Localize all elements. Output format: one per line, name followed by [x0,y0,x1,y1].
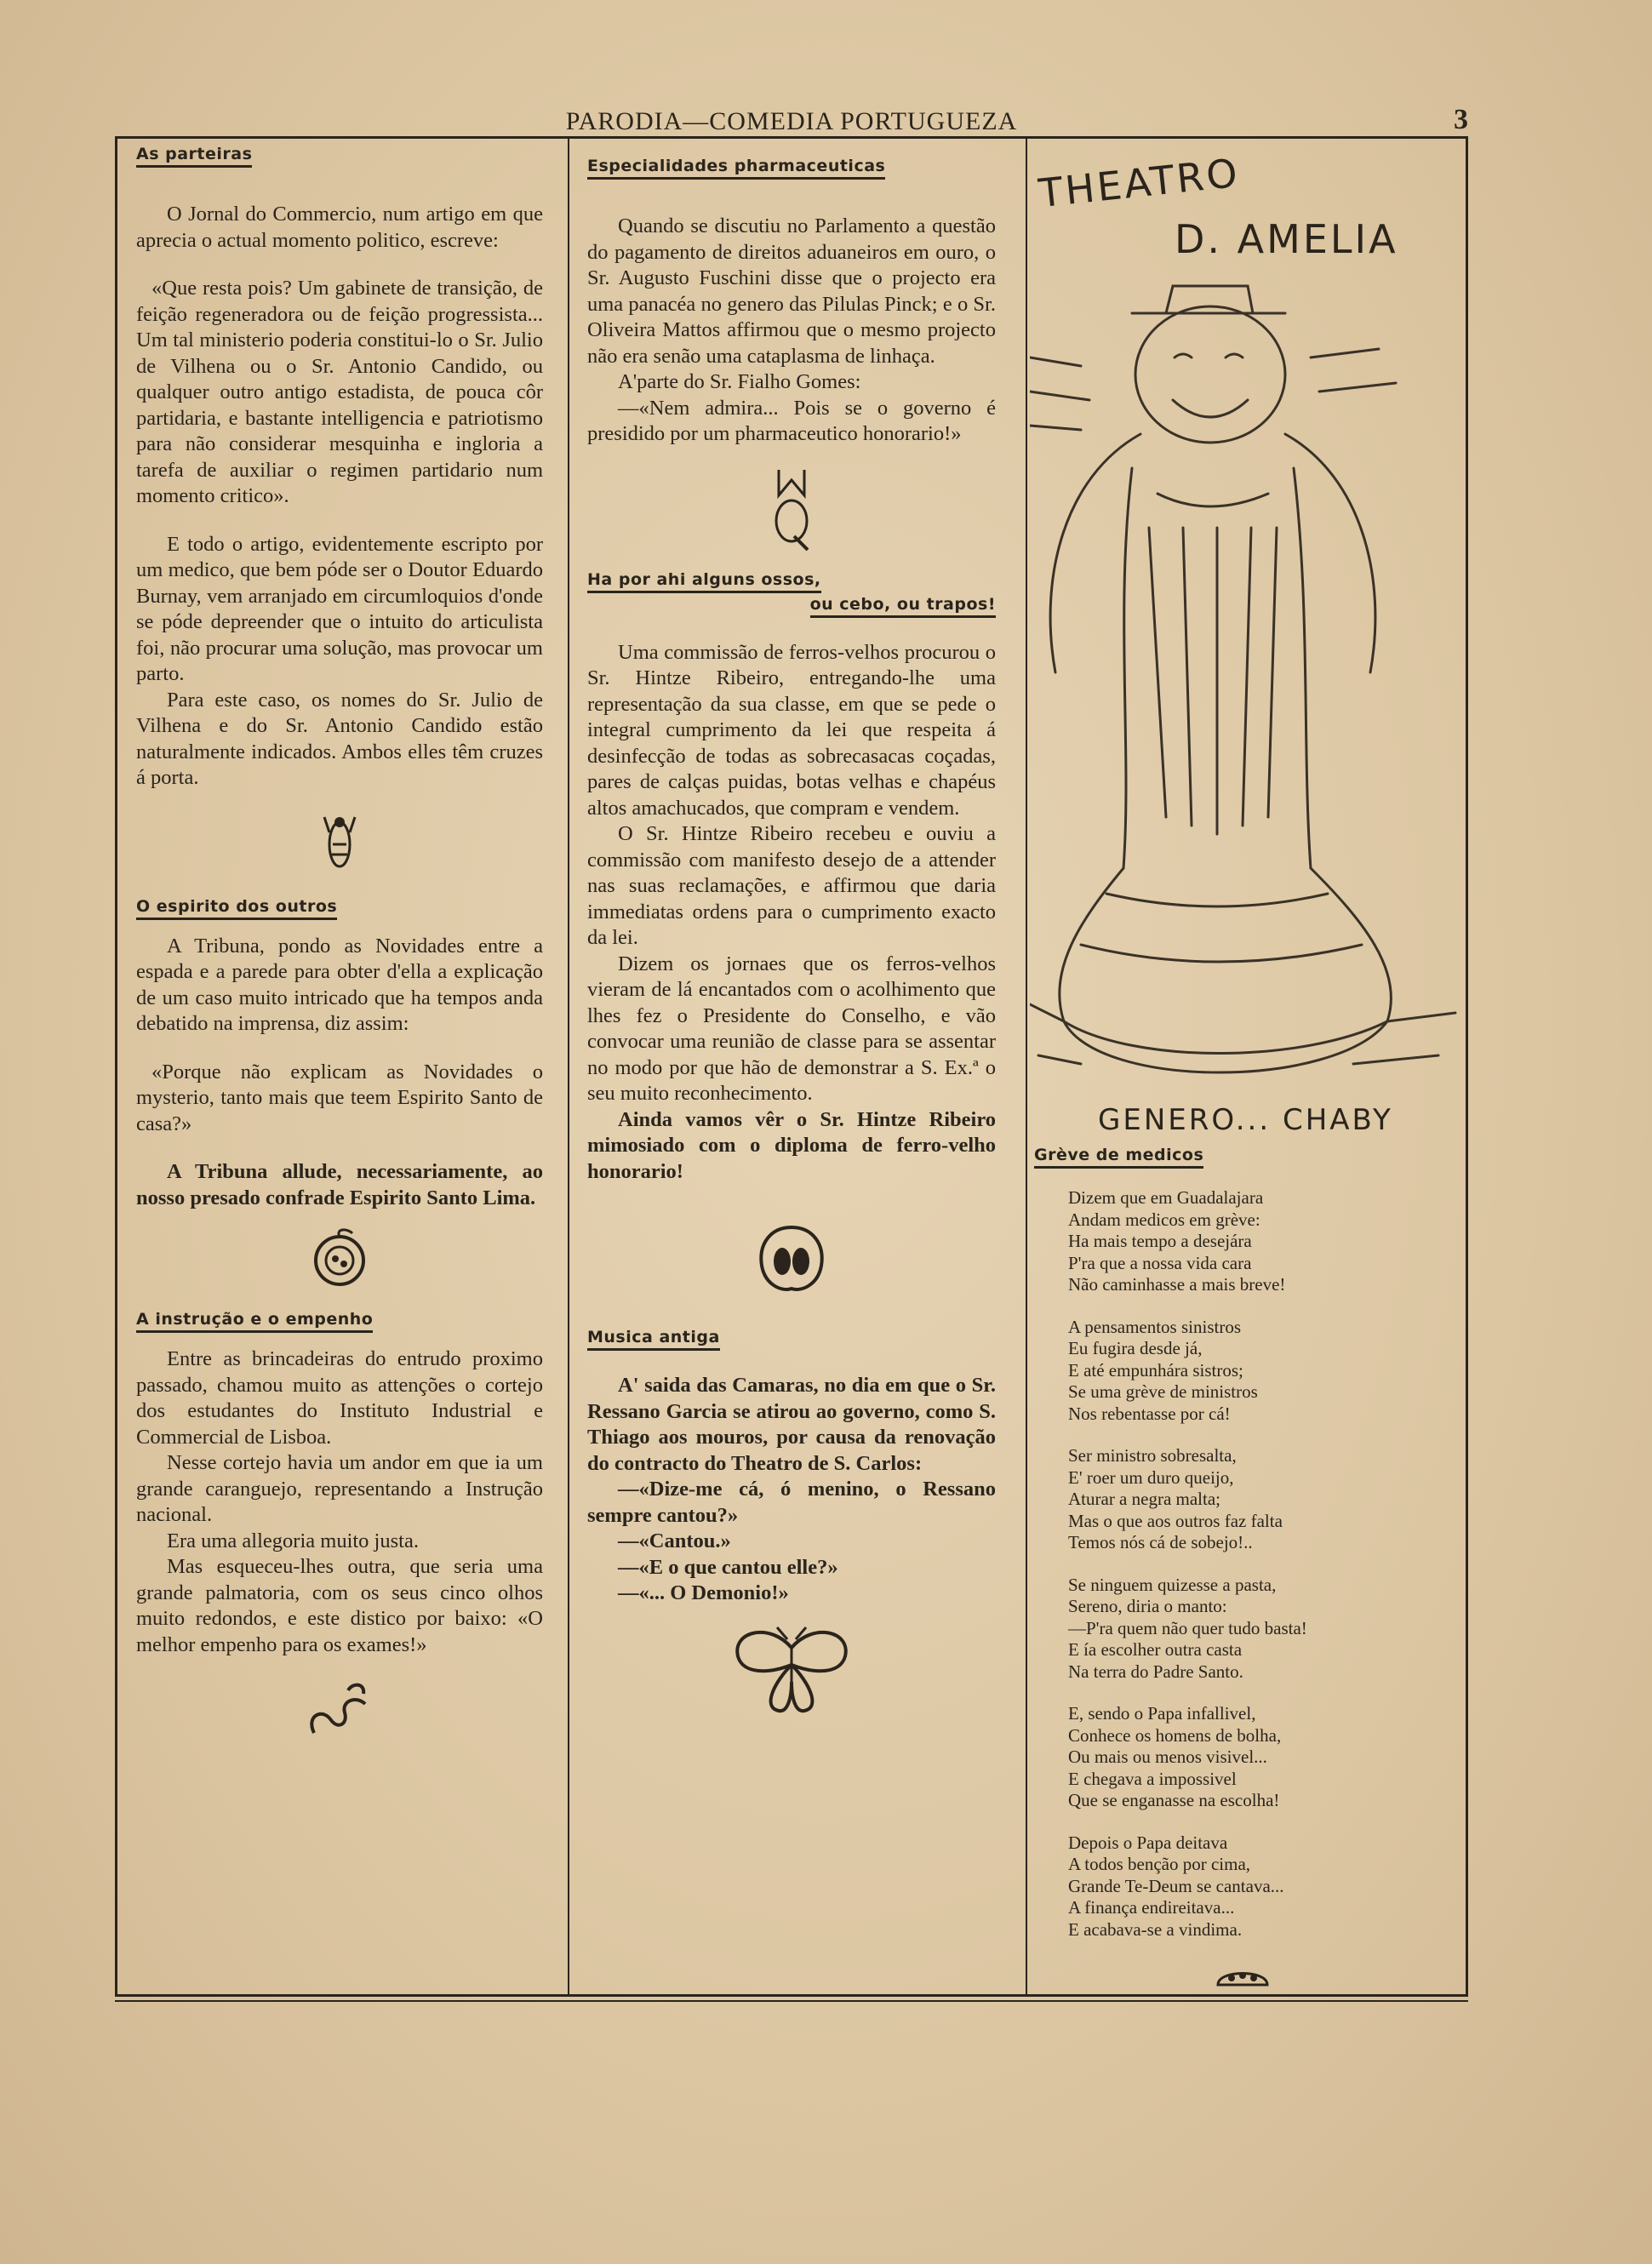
paragraph: A Tribuna allude, necessariamente, ao nosso presado confrade Espirito Santo Lima. [136,1160,543,1209]
paragraph: A'parte do Sr. Fialho Gomes: [618,370,861,393]
paragraph: —«... O Demonio!» [618,1581,789,1604]
paragraph: —«E o que cantou elle?» [618,1555,838,1579]
cartoon-title-2: D. AMELIA [1175,216,1398,262]
cicada-ornament-icon [321,807,358,873]
paragraph: «Que resta pois? Um gabinete de transição, de feição regeneradora ou de feição progressista... Um tal ministerio poderia constitui-lo o Sr. Julio de Vilhena ou o Sr. Antonio Candido, ou qualquer outro antigo estadista, de pouca côr partidaria, e bastante intelligencia e patriotismo para não considerar mesquinha e ingloria a tarefa de auxiliar o regimen partidario num momento critico». [136,277,543,507]
section-heading: As parteiras [136,145,252,168]
cartoon-caption: GENERO... CHABY [1098,1103,1393,1137]
section-heading: Ha por ahi alguns ossos, [587,570,821,593]
section-heading: O espirito dos outros [136,897,337,920]
poem-line: A pensamentos sinistros [1068,1316,1241,1337]
poem-line: A finança endireitava... [1068,1897,1235,1918]
poem-line: P'ra que a nossa vida cara [1068,1252,1252,1273]
paragraph: Entre as brincadeiras do entrudo proximo passado, chamou muito as attenções o cortejo dos estudantes do Instituto Industrial e Commercial de Lisboa. [136,1347,543,1449]
paragraph: Para este caso, os nomes do Sr. Julio de Vilhena e do Sr. Antonio Candido estão naturalmente indicados. Ambos elles têm cruzes á porta. [136,688,543,789]
poem-line: Nos rebentasse por cá! [1068,1403,1231,1424]
poem-line: Sereno, diria o manto: [1068,1596,1227,1616]
poem-line: Se ninguem quizesse a pasta, [1068,1574,1277,1595]
section-heading: Grève de medicos [1034,1146,1203,1169]
poem-stanza [1068,1575,1451,1684]
section-subheading: ou cebo, ou trapos! [810,595,996,618]
column-1 [136,145,543,1757]
poem-line: Conhece os homens de bolha, [1068,1724,1282,1746]
poem-line: Que se enganasse na escolha! [1068,1790,1280,1810]
page-number: 3 [1454,104,1468,135]
poem-line: Grande Te-Deum se cantava... [1068,1875,1284,1896]
poem-line: Aturar a negra malta; [1068,1489,1220,1509]
shell-ornament-icon [1213,1961,1272,1990]
poem-line: Ser ministro sobresalta, [1068,1445,1237,1466]
flourish-ornament-icon [297,1673,382,1741]
paragraph: —«Cantou.» [618,1529,731,1552]
poem-line: Eu fugira desde já, [1068,1338,1203,1358]
poem-line: E acabava-se a vindima. [1068,1918,1243,1940]
poem-line: Dizem que em Guadalajara [1068,1187,1264,1208]
poem-line: E até empunhára sistros; [1068,1359,1243,1381]
paragraph: —«Nem admira... Pois se o governo é presidido por um pharmaceutico honorario!» [587,396,996,445]
paragraph: A Tribuna, pondo as Novidades entre a espada e a parede para obter d'ella a explicação de um caso muito intricado que ha tempos anda debatido na imprensa, diz assim: [136,934,543,1035]
poem-stanza [1068,1703,1451,1812]
paragraph: Nesse cortejo havia um andor em que ia um grande caranguejo, representando a Instrução nacional. [136,1451,543,1526]
section-heading: A instrução e o empenho [136,1310,373,1333]
poem-line: Se uma grève de ministros [1068,1381,1258,1402]
poem-line: Não caminhasse a mais breve! [1068,1274,1286,1295]
section-heading: Especialidades pharmaceuticas [587,157,885,180]
cartoon-title-1: THEATRO [1036,149,1243,217]
paragraph: Mas esqueceu-lhes outra, que seria uma grande palmatoria, com os seus cinco olhos muito redondos, e este distico por baixo: «O melhor empenho para os exames!» [136,1555,543,1656]
poem-line: E chegava a impossivel [1068,1768,1237,1789]
actor-caricature-illustration [1030,272,1464,1132]
poem-line: E' roer um duro queijo, [1068,1466,1234,1488]
section-heading: Musica antiga [587,1328,720,1351]
poem-body [1068,1187,1451,1941]
poem-section [1034,1146,1451,2005]
poem-line: Depois o Papa deitava [1068,1832,1228,1853]
column-rule-2 [1026,136,1027,1997]
poem-line: A todos benção por cima, [1068,1854,1251,1874]
paragraph: Dizem os jornaes que os ferros-velhos vieram de lá encantados com o acolhimento que lhes fez o Presidente do Conselho, e vão convocar uma reunião de classe para se assentar no modo por que hão de demonstrar a S. Ex.ª o seu muito reconhecimento. [587,952,996,1105]
paragraph: A' saida das Camaras, no dia em que o Sr. Ressano Garcia se atirou ao governo, como S. Thiago aos mouros, por causa da renovação do contracto do Theatro de S. Carlos: [587,1374,996,1475]
pomegranate-ornament-icon [753,1219,830,1295]
paragraph: E todo o artigo, evidentemente escripto por um medico, que bem póde ser o Doutor Eduardo Burnay, vem arranjado em circumloquios d'onde se póde depreender que o intuito do articulista foi, não procurar uma solução, mas provocar um parto. [136,532,543,685]
paragraph: Era uma allegoria muito justa. [167,1529,419,1552]
paragraph: Ainda vamos vêr o Sr. Hintze Ribeiro mimosiado com o diploma de ferro-velho honorario! [587,1107,996,1183]
paragraph: O Sr. Hintze Ribeiro recebeu e ouviu a commissão com manifesto desejo de a attender nas suas reclamações, e affirmou que daria immediatas ordens para o cumprimento exacto da lei. [587,822,996,949]
poem-line: Ha mais tempo a desejára [1068,1231,1252,1251]
newspaper-title: PARODIA—COMEDIA PORTUGUEZA [565,107,1018,135]
poem-stanza [1068,1317,1451,1426]
poem-line: Temos nós cá de sobejo!.. [1068,1532,1253,1552]
poem-stanza [1068,1832,1451,1941]
page-header [115,104,1468,138]
poem-line: Andam medicos em grève: [1068,1209,1260,1230]
cartoon-panel [1030,145,1464,1137]
poem-line: E, sendo o Papa infallivel, [1068,1703,1256,1724]
poem-line: —P'ra quem não quer tudo basta! [1068,1617,1307,1638]
poem-line: E ía escolher outra casta [1068,1639,1243,1660]
letter-q-ornament-icon [770,463,813,552]
poem-stanza [1068,1187,1451,1296]
paragraph: Uma commissão de ferros-velhos procurou o Sr. Hintze Ribeiro, entregando-lhe uma representação da sua classe, em que se pede o integral cumprimento da lei que respeita á desinfecção de todas as sobrecasacas coçadas, pares de calças puidas, botas velhas e chapéus altos amachucados, que compram e vendem. [587,640,996,820]
poem-line: Na terra do Padre Santo. [1068,1661,1243,1682]
poem-stanza [1068,1445,1451,1554]
butterfly-ornament-icon [728,1622,855,1716]
poem-line: Ou mais ou menos visivel... [1068,1747,1267,1767]
column-rule-1 [568,136,569,1997]
paragraph: O Jornal do Commercio, num artigo em que aprecia o actual momento politico, escreve: [136,203,543,252]
poem-line: Mas o que aos outros faz falta [1068,1510,1283,1531]
orange-ornament-icon [310,1226,369,1288]
paragraph: —«Dize-me cá, ó menino, o Ressano sempre cantou?» [587,1478,996,1527]
column-2 [587,157,996,1731]
paragraph: «Porque não explicam as Novidades o mysterio, tanto mais que teem Espirito Santo de casa?» [136,1060,543,1135]
paragraph: Quando se discutiu no Parlamento a questão do pagamento de direitos aduaneiros em ouro, o Sr. Augusto Fuschini disse que o projecto era uma panacéa no genero das Pilulas Pinck; e o Sr. Oliveira Mattos affirmou que o mesmo projecto não era senão uma cataplasma de linhaça. [587,214,996,368]
